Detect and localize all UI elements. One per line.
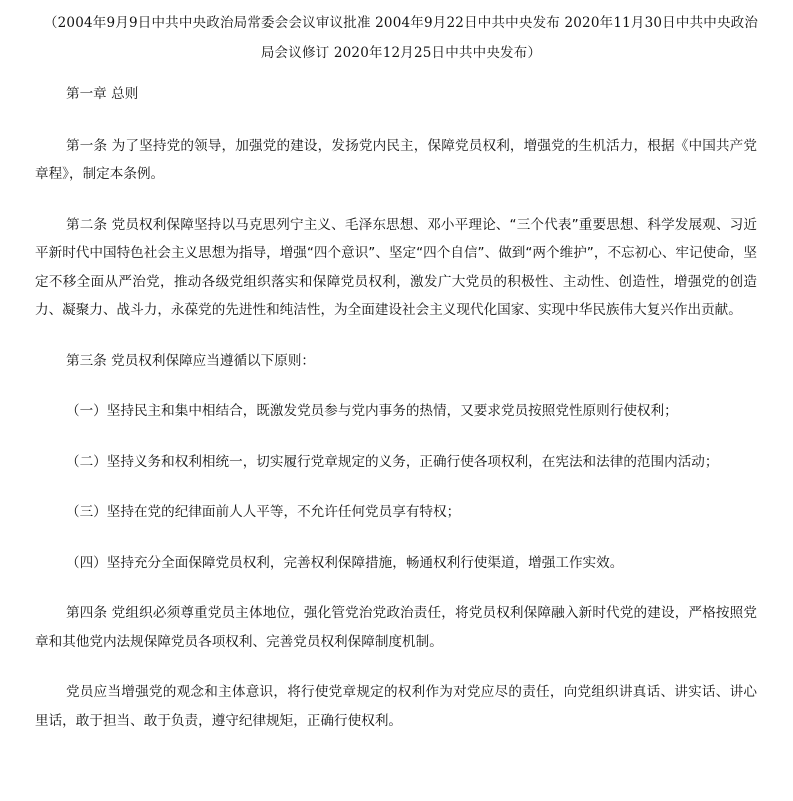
article-1: 第一条 为了坚持党的领导，加强党的建设，发扬党内民主，保障党员权利，增强党的生机活力，根据《中国共产党章程》，制定本条例。: [35, 137, 757, 182]
chapter-title: 第一章 总则: [66, 86, 139, 102]
article-4-paragraph-2: 党员应当增强党的观念和主体意识，将行使党章规定的权利作为对党应尽的责任，向党组织讲真话、讲实话、讲心里话，敢于担当、敢于负责，遵守纪律规矩，正确行使权利。: [35, 684, 757, 729]
document-header: [36, 8, 766, 68]
header-line-2: 局会议修订 2020年12月25日中共中央发布）: [260, 45, 542, 61]
article-3-item-1: （一）坚持民主和集中相结合，既激发党员参与党内事务的热情，又要求党员按照党性原则行使权利；: [66, 403, 678, 419]
article-3-item-2: （二）坚持义务和权利相统一，切实履行党章规定的义务，正确行使各项权利，在宪法和法律的范围内活动；: [66, 453, 719, 470]
header-line-1: （2004年9月9日中共中央政治局常委会会议审议批准 2004年9月22日中共中央发布 2020年11月30日中共中央政治: [43, 15, 759, 31]
article-3: 第三条 党员权利保障应当遵循以下原则：: [66, 352, 316, 369]
article-3-item-4: （四）坚持充分全面保障党员权利，完善权利保障措施，畅通权利行使渠道，增强工作实效。: [66, 554, 624, 571]
document-body: [35, 80, 757, 735]
article-4: 第四条 党组织必须尊重党员主体地位，强化管党治党政治责任，将党员权利保障融入新时代党的建设，严格按照党章和其他党内法规保障党员各项权利、完善党员权利保障制度机制。: [35, 605, 757, 650]
article-2: 第二条 党员权利保障坚持以马克思列宁主义、毛泽东思想、邓小平理论、“三个代表”重要思想、科学发展观、习近平新时代中国特色社会主义思想为指导，增强“四个意识”、坚定“四个自信”、做到“两个维护”，不忘初心、牢记使命，坚定不移全面从严治党，推动各级党组织落实和保障党员权利，激发广大党员的积极性、主动性、创造性，增强党的创造力、凝聚力、战斗力，永葆党的先进性和纯洁性，为全面建设社会主义现代化国家、实现中华民族伟大复兴作出贡献。: [35, 216, 757, 318]
article-3-item-3: （三）坚持在党的纪律面前人人平等，不允许任何党员享有特权；: [66, 504, 461, 520]
